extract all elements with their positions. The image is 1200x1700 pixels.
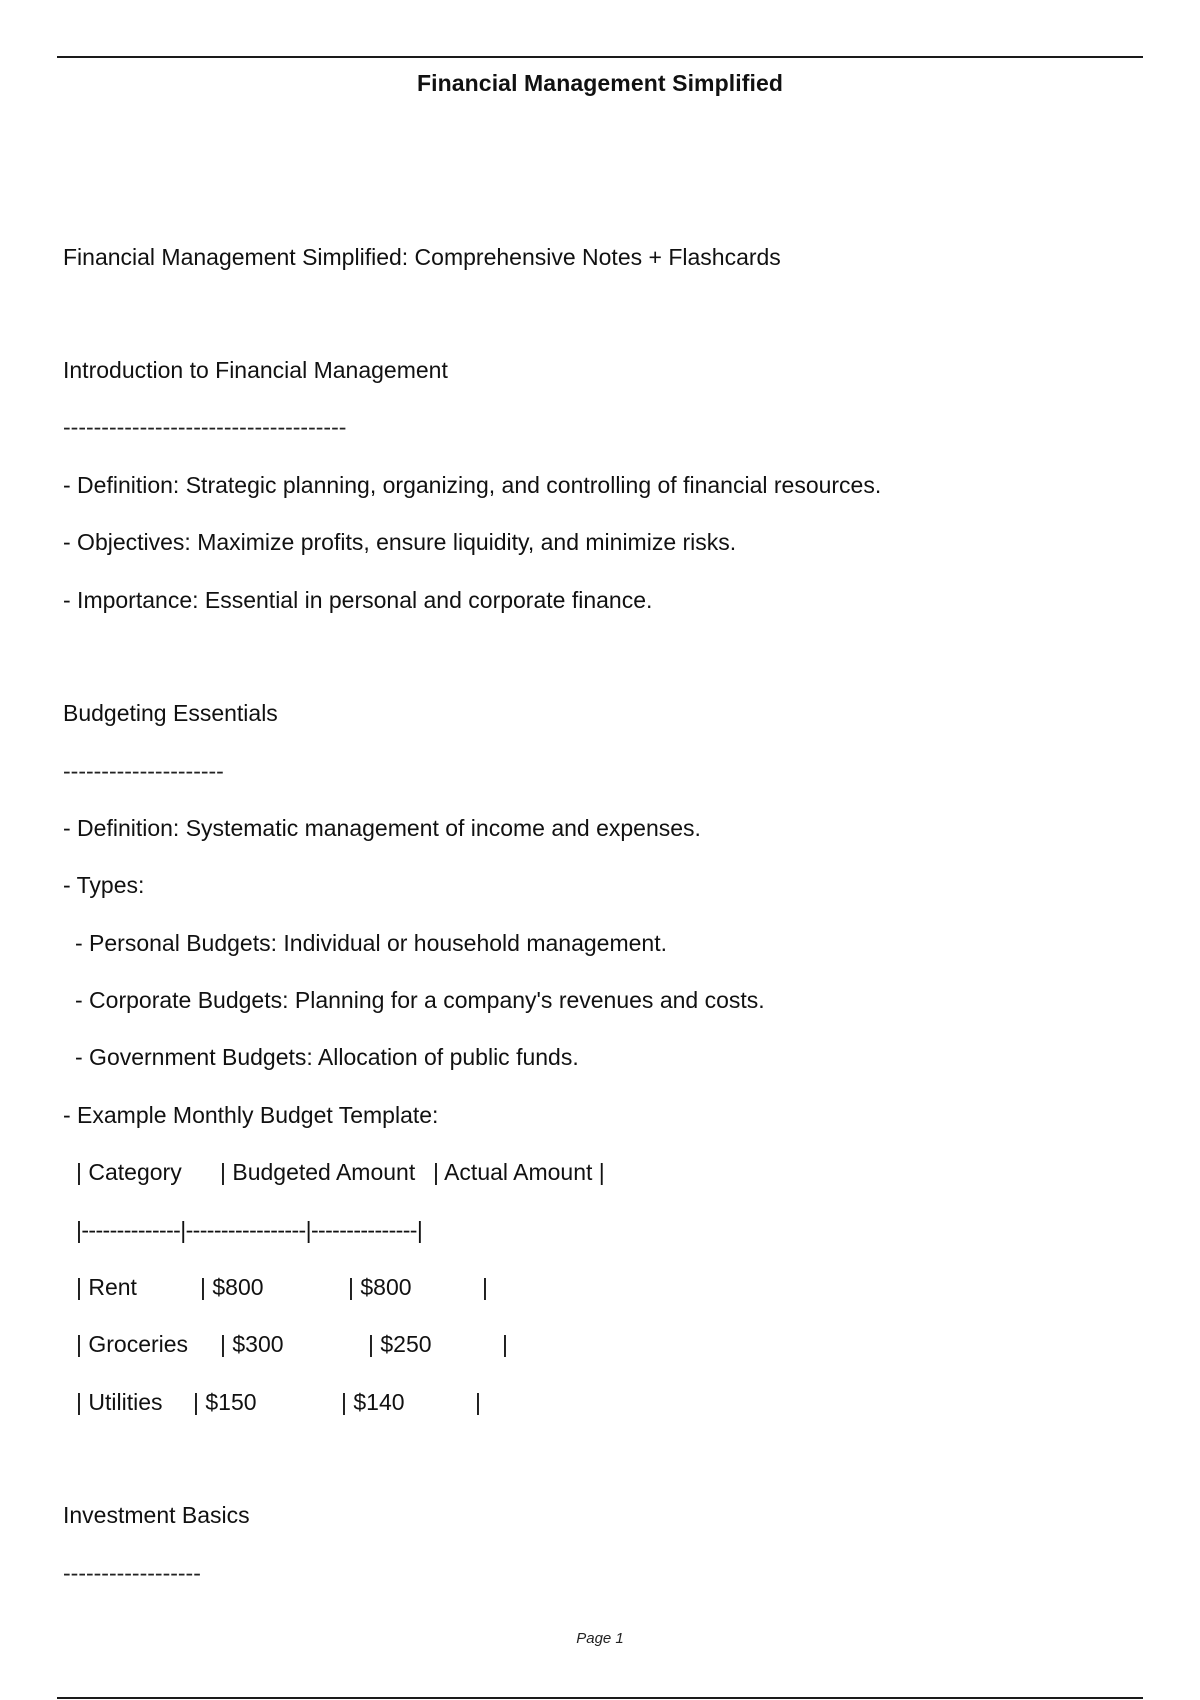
table-cell-actual: | $140 — [341, 1389, 405, 1415]
document-subtitle: Financial Management Simplified: Comprehensive Notes + Flashcards — [63, 244, 781, 270]
table-header-actual: | Actual Amount | — [433, 1159, 605, 1185]
list-item-importance: - Importance: Essential in personal and corporate finance. — [63, 587, 653, 613]
list-item-objectives: - Objectives: Maximize profits, ensure liquidity, and minimize risks. — [63, 529, 737, 555]
list-item-types: - Types: — [63, 872, 145, 898]
list-item-government-budgets: - Government Budgets: Allocation of public funds. — [75, 1044, 579, 1070]
bottom-rule — [57, 1697, 1143, 1699]
list-item-personal-budgets: - Personal Budgets: Individual or household management. — [75, 930, 667, 956]
table-cell-category: | Rent — [76, 1274, 137, 1300]
table-row — [76, 1276, 576, 1304]
page-number: Page 1 — [576, 1630, 624, 1647]
section-underline-investment: ------------------ — [63, 1560, 201, 1586]
table-header-budgeted: | Budgeted Amount — [220, 1159, 416, 1185]
table-cell-end: | — [475, 1389, 481, 1415]
table-row — [76, 1391, 576, 1419]
section-underline-introduction: ------------------------------------- — [63, 414, 347, 440]
table-cell-budgeted: | $800 — [200, 1274, 264, 1300]
section-heading-investment: Investment Basics — [63, 1502, 250, 1528]
table-header-category: | Category — [76, 1159, 182, 1185]
list-item-corporate-budgets: - Corporate Budgets: Planning for a company's revenues and costs. — [75, 987, 765, 1013]
list-item-budget-definition: - Definition: Systematic management of income and expenses. — [63, 815, 701, 841]
section-underline-budgeting: --------------------- — [63, 758, 224, 784]
top-rule — [57, 56, 1143, 58]
table-cell-actual: | $800 — [348, 1274, 412, 1300]
section-heading-introduction: Introduction to Financial Management — [63, 357, 448, 383]
table-cell-budgeted: | $150 — [193, 1389, 257, 1415]
table-cell-budgeted: | $300 — [220, 1331, 284, 1357]
table-cell-actual: | $250 — [368, 1331, 432, 1357]
budget-table-separator: |--------------|-----------------|---------------| — [76, 1217, 423, 1243]
section-heading-budgeting: Budgeting Essentials — [63, 700, 278, 726]
list-item-template: - Example Monthly Budget Template: — [63, 1102, 439, 1128]
table-cell-end: | — [502, 1331, 508, 1357]
table-cell-category: | Utilities — [76, 1389, 163, 1415]
table-cell-category: | Groceries — [76, 1331, 189, 1357]
list-item-definition: - Definition: Strategic planning, organizing, and controlling of financial resources. — [63, 472, 882, 498]
table-row — [76, 1333, 576, 1361]
budget-table-header — [76, 1159, 605, 1189]
document-title: Financial Management Simplified — [416, 70, 784, 96]
table-cell-end: | — [482, 1274, 488, 1300]
